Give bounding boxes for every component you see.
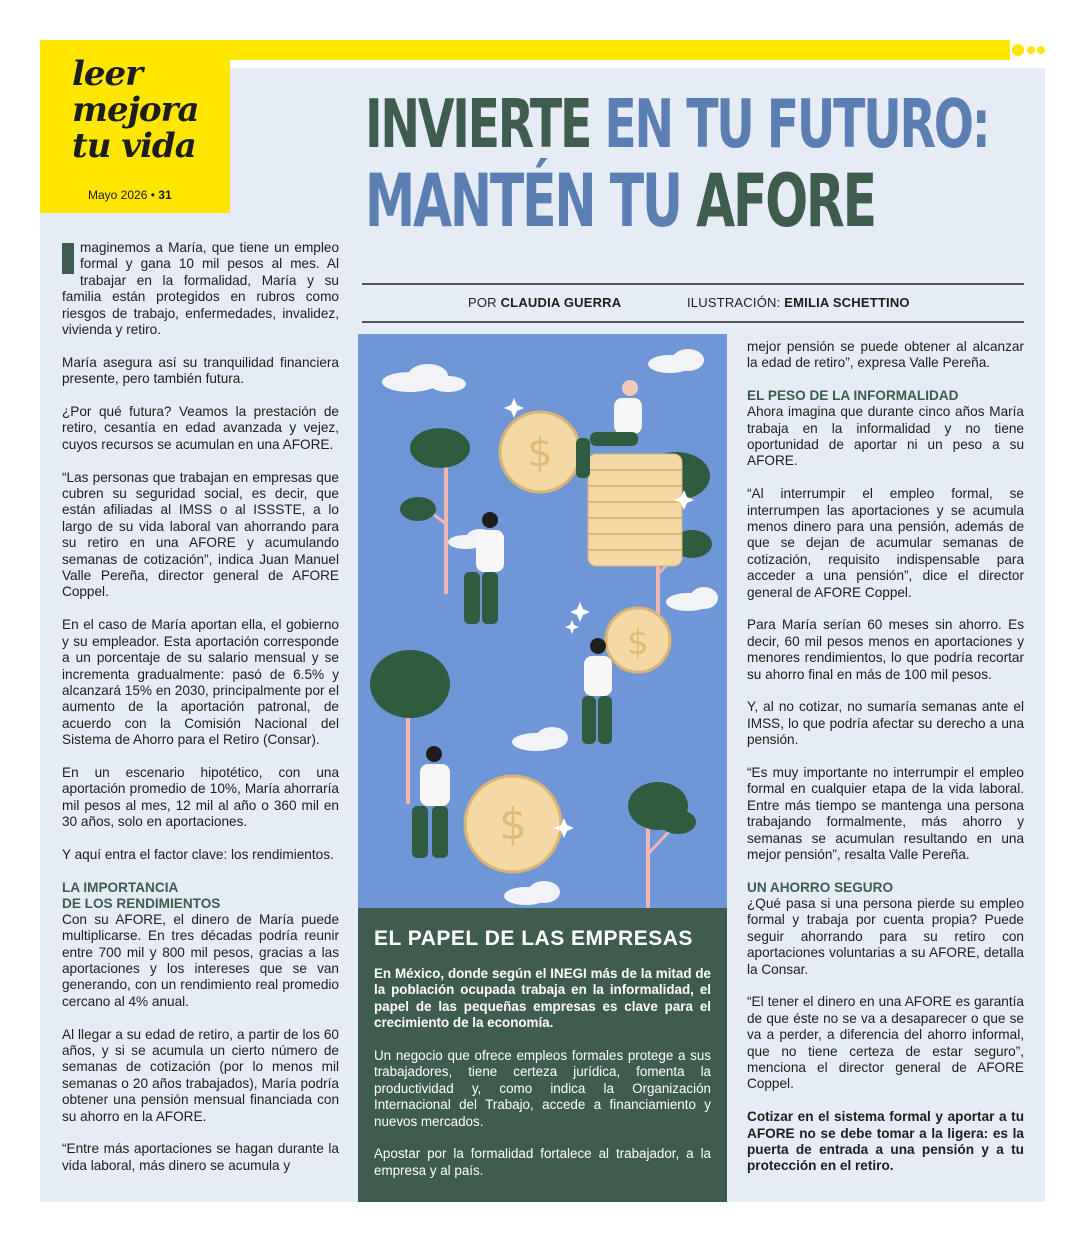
- col1-paragraph-9: Al llegar a su edad de retiro, a partir de los 60 años, y si se acumula un cierto número de semanas de cotización (por lo menos mil semanas o 20 años trabajados), María podría obtener una pensión mensual financiada con su ahorro en la AFORE.: [62, 1026, 339, 1124]
- col1-paragraph-3: ¿Por qué futura? Veamos la prestación de retiro, cesantía en edad avanzada y vejez, cuyos recursos se acumulan en una AFORE.: [62, 404, 339, 452]
- column-1: [62, 240, 339, 1191]
- column-3: [747, 339, 1024, 1191]
- dots-ornament: [1012, 44, 1048, 56]
- sidebar-paragraph-1: En México, donde según el INEGI más de la mitad de la población ocupada trabaja en la informalidad, el papel de las pequeñas empresas es clave para el crecimiento de la economía.: [374, 966, 711, 1031]
- masthead-line-1: leer: [72, 54, 143, 94]
- sidebar-title: EL PAPEL DE LAS EMPRESAS: [374, 927, 693, 950]
- svg-text:$: $: [499, 799, 527, 850]
- masthead-line-2: mejora: [72, 90, 199, 130]
- col1-paragraph-7: Y aquí entra el factor clave: los rendimientos.: [62, 846, 334, 862]
- author-byline: POR CLAUDIA GUERRA: [468, 295, 622, 310]
- headline-line-2: [365, 157, 875, 244]
- headline-word-invierte: INVIERTE: [365, 85, 591, 164]
- masthead: [40, 40, 230, 213]
- illustrator-byline: ILUSTRACIÓN: EMILIA SCHETTINO: [687, 295, 910, 310]
- byline-top-rule: [362, 283, 1024, 285]
- page-number: 31: [158, 188, 172, 202]
- headline-line-1: [365, 85, 989, 164]
- headline-word-afore: AFORE: [696, 157, 875, 244]
- subhead-rendimientos-1: LA IMPORTANCIA: [62, 879, 179, 895]
- col1-paragraph-1: maginemos a María, que tiene un empleo formal y gana 10 mil pesos al mes. Al trabajar en la formalidad, María y su familia están protegidos en rubros como riesgos de trabajo, enfermedades, invalidez, vivienda y retiro.: [62, 240, 339, 338]
- issue-date: [88, 188, 172, 202]
- col3-paragraph-5: Y, al no cotizar, no sumaría semanas ante el IMSS, lo que podría afectar su derecho a una pensión.: [747, 699, 1024, 748]
- byline-bottom-rule: [362, 321, 1024, 323]
- col1-paragraph-4: “Las personas que trabajan en empresas que cubren su seguridad social, es decir, que están afiliadas al IMSS o al ISSSTE, a lo largo de su vida laboral van ahorrando para su retiro en una AFORE y acumulando semanas de cotización”, indica Juan Manuel Valle Pereña, director general de AFORE Coppel.: [62, 469, 339, 600]
- subhead-ahorro-seguro: UN AHORRO SEGURO: [747, 879, 894, 895]
- col3-paragraph-1: mejor pensión se puede obtener al alcanzar la edad de retiro”, expresa Valle Pereña.: [747, 339, 1024, 371]
- col3-paragraph-2: Ahora imagina que durante cinco años María trabaja en la informalidad y no tiene oportunidad de aportar ni un peso a su AFORE.: [747, 404, 1024, 469]
- col3-paragraph-4: Para María serían 60 meses sin ahorro. Es decir, 60 mil pesos menos en aportaciones y menores rendimientos, lo que podría recortar su ahorro final en más de 100 mil pesos.: [747, 617, 1024, 682]
- col1-paragraph-2: María asegura así su tranquilidad financiera presente, pero también futura.: [62, 354, 339, 387]
- col1-paragraph-8: Con su AFORE, el dinero de María puede multiplicarse. En tres décadas podría reunir entre 700 mil y 800 mil pesos, gracias a las aportaciones y los intereses que se van generando, con un rendimiento real promedio cercano al 4% anual.: [62, 911, 339, 1009]
- col3-paragraph-7: ¿Qué pasa si una persona pierde su empleo formal y trabaja por cuenta propia? Puede seguir ahorrando para su retiro con aportaciones voluntarias a su AFORE, detalla la Consar.: [747, 895, 1024, 977]
- svg-text:$: $: [627, 623, 649, 663]
- subhead-rendimientos-2: DE LOS RENDIMIENTOS: [62, 895, 221, 911]
- headline-word-futuro: EN TU FUTURO:: [604, 85, 989, 164]
- col1-paragraph-6: En un escenario hipotético, con una aportación promedio de 10%, María ahorraría mil pesos al mes, 12 mil al año o 360 mil en 30 años, solo en aportaciones.: [62, 764, 339, 830]
- svg-text:$: $: [527, 430, 553, 476]
- sidebar-paragraph-3: Apostar por la formalidad fortalece al trabajador, a la empresa y al país.: [374, 1146, 711, 1178]
- illustration: [358, 334, 727, 908]
- col1-paragraph-5: En el caso de María aportan ella, el gobierno y su empleador. Esta aportación corresponde a un porcentaje de su salario mensual y se incrementa gradualmente: pasó de 6.5% y alcanzará 15% en 2030, principalmente por el aumento de la aportación patronal, de acuerdo con la Comisión Nacional del Sistema de Ahorro para el Retiro (Consar).: [62, 617, 339, 748]
- sidebar-box: [358, 908, 727, 1202]
- issue-date-text: Mayo 2026 •: [88, 188, 155, 202]
- drop-cap: [62, 243, 74, 274]
- coins-people-illustration: [358, 334, 727, 908]
- col3-paragraph-6: “Es muy importante no interrumpir el empleo formal en cualquier etapa de la vida laboral. Entre más tiempo se mantenga una persona trabajando formalmente, más ahorro y semanas se acumulan resultando en una mejor pensión”, resalta Valle Pereña.: [747, 765, 1024, 863]
- col3-paragraph-3: “Al interrumpir el empleo formal, se interrumpen las aportaciones y se acumula menos dinero para una pensión, además de que se dejan de acumular semanas de cotización, requisito indispensable para acceder a una pensión”, dice el director general de AFORE Coppel.: [747, 486, 1024, 600]
- headline: [365, 85, 1025, 244]
- headline-word-manten: MANTÉN TU: [365, 157, 681, 244]
- subhead-informalidad: EL PESO DE LA INFORMALIDAD: [747, 388, 959, 404]
- col1-paragraph-10: “Entre más aportaciones se hagan durante la vida laboral, más dinero se acumula y: [62, 1141, 339, 1173]
- masthead-line-3: tu vida: [72, 126, 196, 166]
- col3-closing-paragraph: Cotizar en el sistema formal y aportar a tu AFORE no se debe tomar a la ligera: es la puerta de entrada a una pensión y a tu protección en el retiro.: [747, 1109, 1024, 1174]
- col3-paragraph-8: “El tener el dinero en una AFORE es garantía de que éste no se va a desaparecer o que se va a perder, a diferencia del ahorro informal, que no tiene certeza de estar seguro”, menciona el director general de AFORE Coppel.: [747, 994, 1024, 1092]
- sidebar-paragraph-2: Un negocio que ofrece empleos formales protege a sus trabajadores, tiene certeza jurídica, fomenta la productividad y, como indica la Organización Internacional del Trabajo, accede a financiamiento y nuevos mercados.: [374, 1048, 711, 1129]
